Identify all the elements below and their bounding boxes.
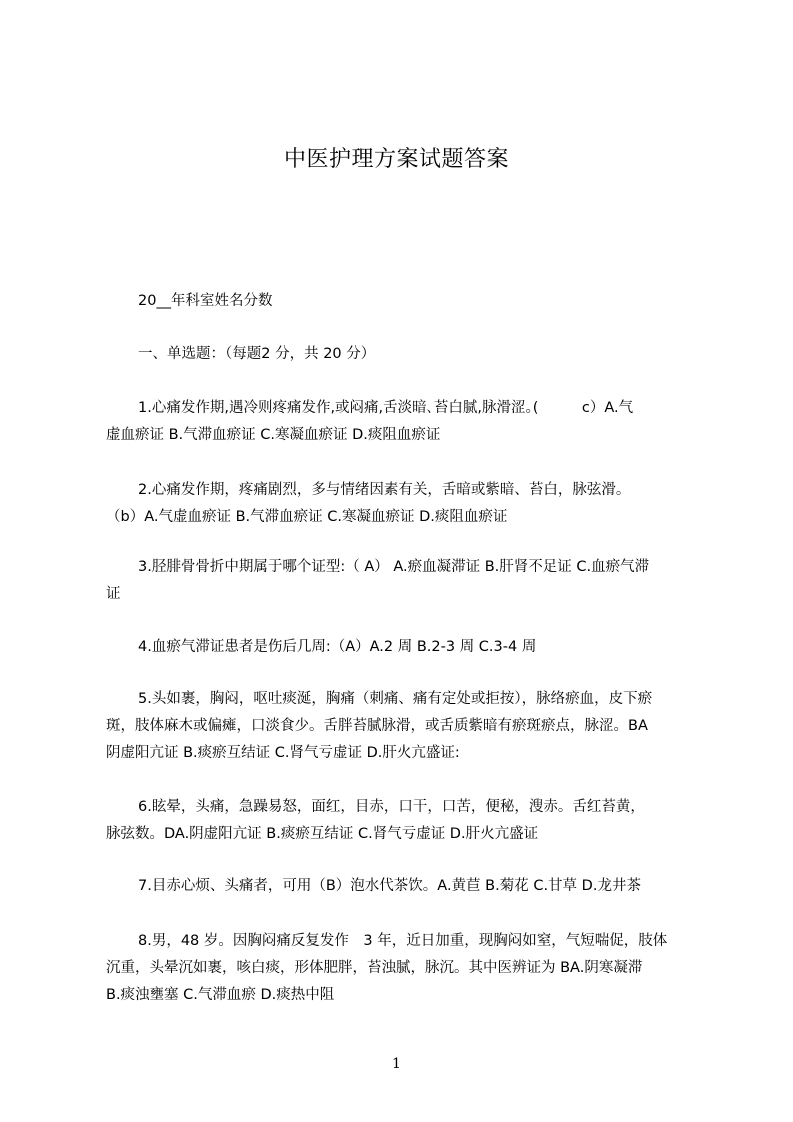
question-8-line-2: 沉重，头晕沉如裹，咳白痰，形体肥胖，苔浊腻，脉沉。其中医辨证为 BA.阴寒凝滞 [106, 960, 643, 976]
question-7-line-1: 7.目赤心烦、头痛者，可用（B）泡水代茶饮。A.黄苣 B.菊花 C.甘草 D.龙井茶 [138, 878, 641, 894]
question-5-line-2: 斑，肢体麻木或偏瘫，口淡食少。舌胖苔腻脉滑，或舌质紫暗有瘀斑瘀点，脉涩。BA [106, 718, 648, 734]
question-4-line-1: 4.血瘀气滞证患者是伤后几周:（A）A.2 周 B.2-3 周 C.3-4 周 [138, 639, 537, 655]
question-7 [106, 873, 696, 900]
question-5-line-1: 5.头如裹，胸闷，呕吐痰涎，胸痛（刺痛、痛有定处或拒按），脉络瘀血，皮下瘀 [138, 691, 653, 707]
question-2-line-1: 2.心痛发作期，疼痛剧烈，多与情绪因素有关，舌暗或紫暗、苔白，脉弦滑。 [138, 482, 631, 498]
question-2 [106, 477, 696, 531]
question-8 [106, 928, 696, 1009]
header-line: 20__年科室姓名分数 [138, 293, 273, 309]
question-3 [106, 554, 696, 608]
question-2-line-2: （b）A.气虚血瘀证 B.气滞血瘀证 C.寒凝血瘀证 D.痰阻血瘀证 [106, 509, 508, 525]
section-heading: 一、单选题：（每题2 分，共 20 分） [138, 346, 376, 362]
question-6-line-2: 脉弦数。DA.阴虚阳亢证 B.痰瘀互结证 C.肾气亏虚证 D.肝火亢盛证 [106, 826, 539, 842]
page-number: 1 [392, 1056, 401, 1072]
question-5-line-3: 阴虚阳亢证 B.痰瘀互结证 C.肾气亏虚证 D.肝火亢盛证: [106, 745, 460, 761]
question-1 [106, 395, 696, 449]
question-8-line-3: B.痰浊壅塞 C.气滞血瘀 D.痰热中阻 [106, 987, 335, 1003]
question-3-line-1: 3.胫腓骨骨折中期属于哪个证型:（ A） A.瘀血凝滞证 B.肝肾不足证 C.血瘀气滞 [138, 559, 650, 575]
question-4 [106, 634, 696, 661]
question-3-line-2: 证 [106, 586, 121, 602]
question-8-line-1: 8.男，48 岁。因胸闷痛反复发作 3 年，近日加重，现胸闷如窒，气短喘促，肢体 [138, 933, 668, 949]
question-5 [106, 686, 696, 767]
question-1-line-2: 虚血瘀证 B.气滞血瘀证 C.寒凝血瘀证 D.痰阻血瘀证 [106, 427, 441, 443]
question-6-line-1: 6.眩晕，头痛，急躁易怒，面红，目赤，口干，口苦，便秘，溲赤。舌红苔黄， [138, 799, 645, 815]
document-title: 中医护理方案试题答案 [283, 147, 509, 172]
question-1-line-1: 1.心痛发作期,遇冷则疼痛发作,或闷痛,舌淡暗､苔白腻,脉滑涩｡( c）A.气 [138, 400, 634, 416]
question-6 [106, 794, 696, 848]
